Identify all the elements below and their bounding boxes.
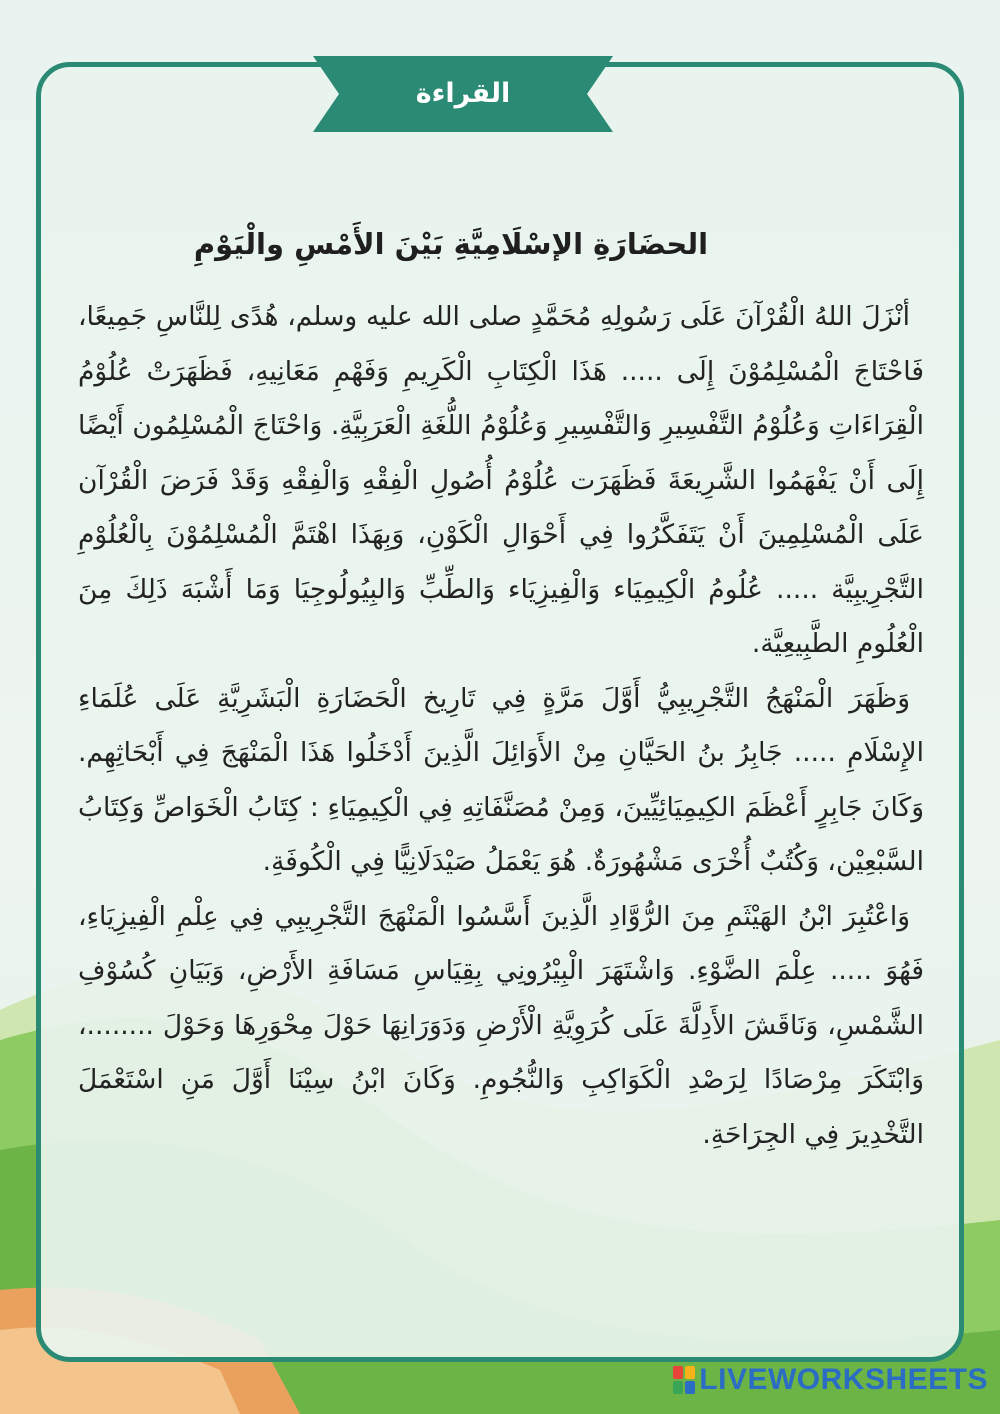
logo-text: LIVEWORKSHEETS [699,1363,988,1396]
logo-block [685,1366,695,1379]
paragraph: أنْزَلَ اللهُ الْقُرْآنَ عَلَى رَسُولِهِ مُحَمَّدٍ صلى الله عليه وسلم، هُدًى لِلنَّاسِ جَمِيعًا، فَاحْتَاجَ الْمُسْلِمُوْنَ إِلَى ..... هَذَا الْكِتَابِ الْكَرِيمِ وَفَهْمِ مَعَانِيهِ، فَظَهَرَتْ عُلُوْمُ الْقِرَاءَاتِ وَعُلُوْمُ التَّفْسِيرِ وَالتَّفْسِيرِ وَعُلُوْمُ اللُّغَةِ الْعَرَبِيَّةِ. وَاحْتَاجَ الْمُسْلِمُون أَيْضًا إِلَى أَنْ يَفْهَمُوا الشَّرِيعَةَ فَظَهَرَت عُلُوْمُ أُصُولِ الْفِقْهِ وَالْفِقْهِ وَقَدْ فَرَضَ الْقُرْآن عَلَى الْمُسْلِمِينَ أَنْ يَتَفَكَّرُوا فِي أَحْوَالِ الْكَوْنِ، وَبِهَذَا اهْتَمَّ الْمُسْلِمُوْنَ بِالْعُلُوْمِ التَّجْرِيبِيَّة ..... عُلُومُ الْكِيمِيَاء وَالْفِيزِيَاء وَالطِّبِّ وَالبِيُولُوجِيَا وَمَا أَشْبَهَ ذَلِكَ مِنَ الْعُلُومِ الطَّبِيعِيَّة. [78,301,924,659]
logo-block [673,1381,683,1394]
section-ribbon [313,56,613,132]
logo-blocks-icon [673,1366,695,1394]
paragraph: وَاعْتُبِرَ ابْنُ الهَيْثَمِ مِنَ الرُّوَّادِ الَّذِينَ أَسَّسُوا الْمَنْهَجَ التَّجْرِيبِي فِي عِلْمِ الْفِيزِيَاءِ، فَهُوَ ..... عِلْمَ الضَّوْءِ. وَاشْتَهَرَ الْبِيْرُونِي بِقِيَاسِ مَسَافَةِ الأَرْضِ، وَبَيَانِ كُسُوْفِ الشَّمْسِ، وَنَاقَشَ الأَدِلَّةَ عَلَى كُرَوِيَّةِ الْأَرْضِ وَدَوَرَانِهَا حَوْلَ مِحْوَرِهَا وَحَوْلَ ........، وَابْتَكَرَ مِرْصَادًا لِرَصْدِ الْكَوَاكِبِ وَالنُّجُومِ. وَكَانَ ابْنُ سِيْنَا أَوَّلَ مَنِ اسْتَعْمَلَ التَّخْدِيرَ فِي الجِرَاحَةِ. [78,900,924,1150]
liveworksheets-logo [673,1360,988,1400]
logo-block [685,1381,695,1394]
section-label: القراءة [415,78,511,109]
reading-passage [78,290,924,1162]
reading-title: الحضَارَةِ الإسْلَامِيَّةِ بَيْنَ الأَمْسِ والْيَوْمِ [193,227,709,261]
logo-block [673,1366,683,1379]
paragraph: وَظَهَرَ الْمَنْهَجُ التَّجْرِيبِيُّ أَوَّلَ مَرَّةٍ فِي تَارِيخ الْحَضَارَةِ الْبَشَرِيَّةِ عَلَى عُلَمَاءِ الإِسْلَامِ ..... جَابِرُ بنُ الحَيَّانِ مِنْ الأَوَائِلَ الَّذِينَ أَدْخَلُوا هَذَا الْمَنْهَجَ فِي أَبْحَاثِهِم. وَكَانَ جَابِرٍ أَعْظَمَ الكِيمِيَائِيِّينَ، وَمِنْ مُصَنَّفَاتِهِ فِي الْكِيمِيَاءِ : كِتَابُ الْخَوَاصِّ وَكِتَابُ السَّبْعِيْن، وَكُتُبٌ أُخْرَى مَشْهُورَةٌ. هُوَ يَعْمَلُ صَيْدَلَانِيًّا فِي الْكُوفَةِ. [78,682,924,877]
